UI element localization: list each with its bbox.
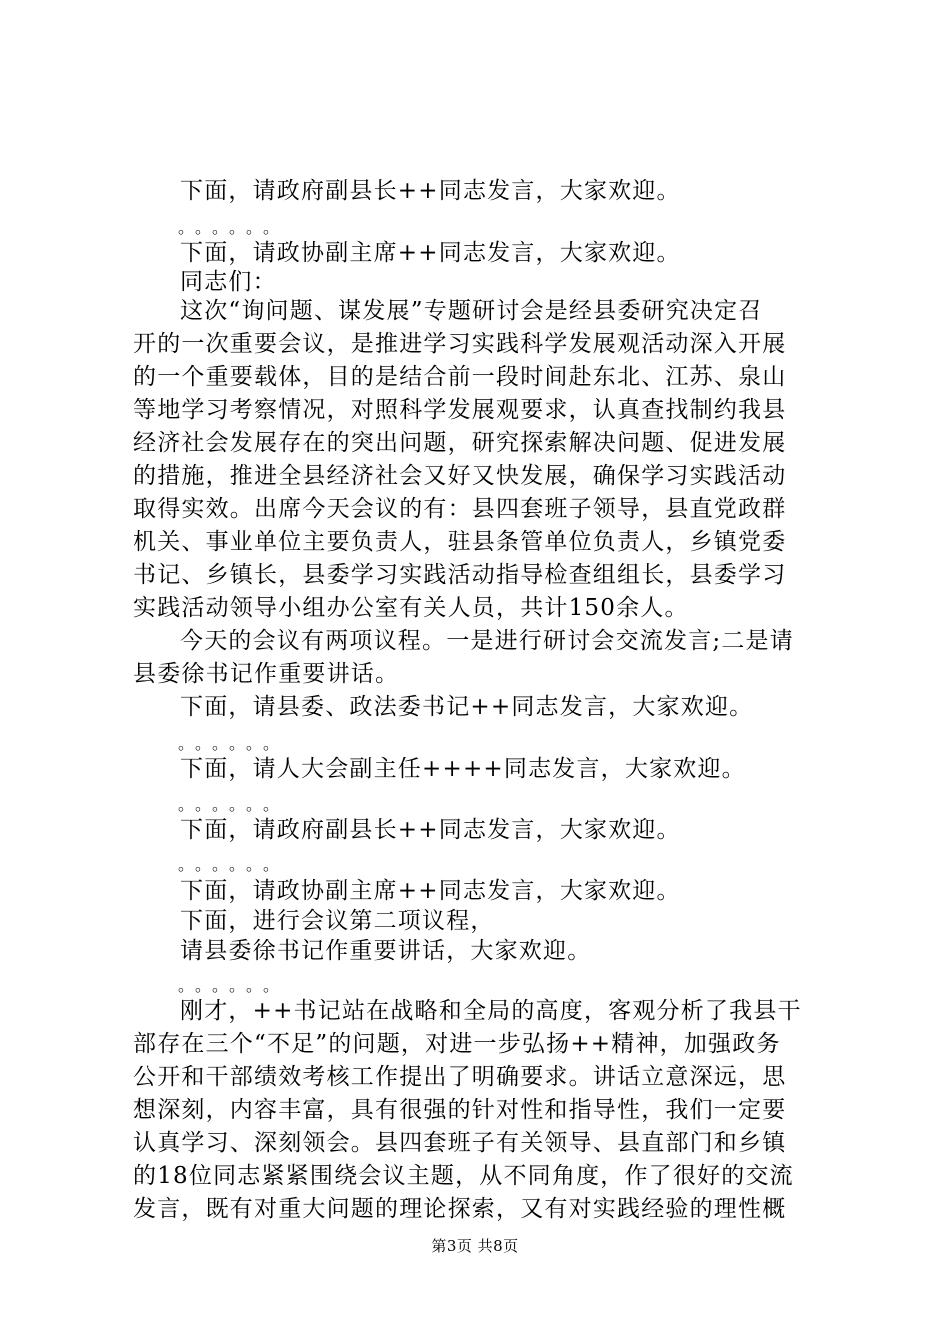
ellipsis-dots: 。。。。。。 xyxy=(178,218,289,237)
text-line: 下面，请政府副县长++同志发言，大家欢迎。 xyxy=(180,178,681,204)
text-line: 同志们： xyxy=(180,269,277,295)
text-line: 公开和干部绩效考核工作提出了明确要求。讲话立意深远，思 xyxy=(133,1064,787,1090)
text-line: 机关、事业单位主要负责人，驻县条管单位负责人，乡镇党委 xyxy=(133,529,787,555)
paragraph-first-line: 刚才，++书记站在战略和全局的高度，客观分析了我县干 xyxy=(180,998,802,1024)
text-line: 书记、乡镇长，县委学习实践活动指导检查组组长，县委学习 xyxy=(133,562,787,588)
text-line: 开的一次重要会议，是推进学习实践科学发展观活动深入开展 xyxy=(133,331,787,357)
text-line: 发言，既有对重大问题的理论探索，又有对实践经验的理性概 xyxy=(133,1196,787,1222)
text-line: 下面，请政府副县长++同志发言，大家欢迎。 xyxy=(180,817,681,843)
text-line: 下面，请政协副主席++同志发言，大家欢迎。 xyxy=(180,240,681,266)
text-line: 取得实效。出席今天会议的有：县四套班子领导，县直党政群 xyxy=(133,496,787,522)
text-line: 实践活动领导小组办公室有关人员，共计150余人。 xyxy=(133,595,689,621)
text-line: 经济社会发展存在的突出问题，研究探索解决问题、促进发展 xyxy=(133,430,787,456)
text-line: 部存在三个“不足”的问题，对进一步弘扬++精神，加强政务 xyxy=(133,1031,781,1057)
paragraph-first-line: 今天的会议有两项议程。一是进行研讨会交流发言;二是请 xyxy=(180,628,794,654)
text-line: 认真学习、深刻领会。县四套班子有关领导、县直部门和乡镇 xyxy=(133,1130,787,1156)
text-line: 下面，进行会议第二项议程， xyxy=(180,908,495,934)
paragraph-first-line: 这次“询问题、谋发展”专题研讨会是经县委研究决定召 xyxy=(180,298,763,324)
text-line: 等地学习考察情况，对照科学发展观要求，认真查找制约我县 xyxy=(133,397,787,423)
text-line: 下面，请人大会副主任++++同志发言，大家欢迎。 xyxy=(180,756,746,782)
text-line: 的18位同志紧紧围绕会议主题，从不同角度，作了很好的交流 xyxy=(133,1163,794,1189)
ellipsis-dots: 。。。。。。 xyxy=(178,795,289,814)
text-line: 想深刻，内容丰富，具有很强的针对性和指导性，我们一定要 xyxy=(133,1097,787,1123)
page-number-footer: 第3页 共8页 xyxy=(431,1237,519,1255)
text-line: 下面，请县委、政法委书记++同志发言，大家欢迎。 xyxy=(180,694,754,720)
ellipsis-dots: 。。。。。。 xyxy=(178,976,289,995)
text-line: 的措施，推进全县经济社会又好又快发展，确保学习实践活动 xyxy=(133,463,787,489)
text-line: 县委徐书记作重要讲话。 xyxy=(133,661,400,687)
ellipsis-dots: 。。。。。。 xyxy=(178,855,289,874)
ellipsis-dots: 。。。。。。 xyxy=(178,734,289,753)
text-line: 的一个重要载体，目的是结合前一段时间赴东北、江苏、泉山 xyxy=(133,364,787,390)
text-line: 请县委徐书记作重要讲话，大家欢迎。 xyxy=(180,938,592,964)
text-line: 下面，请政协副主席++同志发言，大家欢迎。 xyxy=(180,878,681,904)
